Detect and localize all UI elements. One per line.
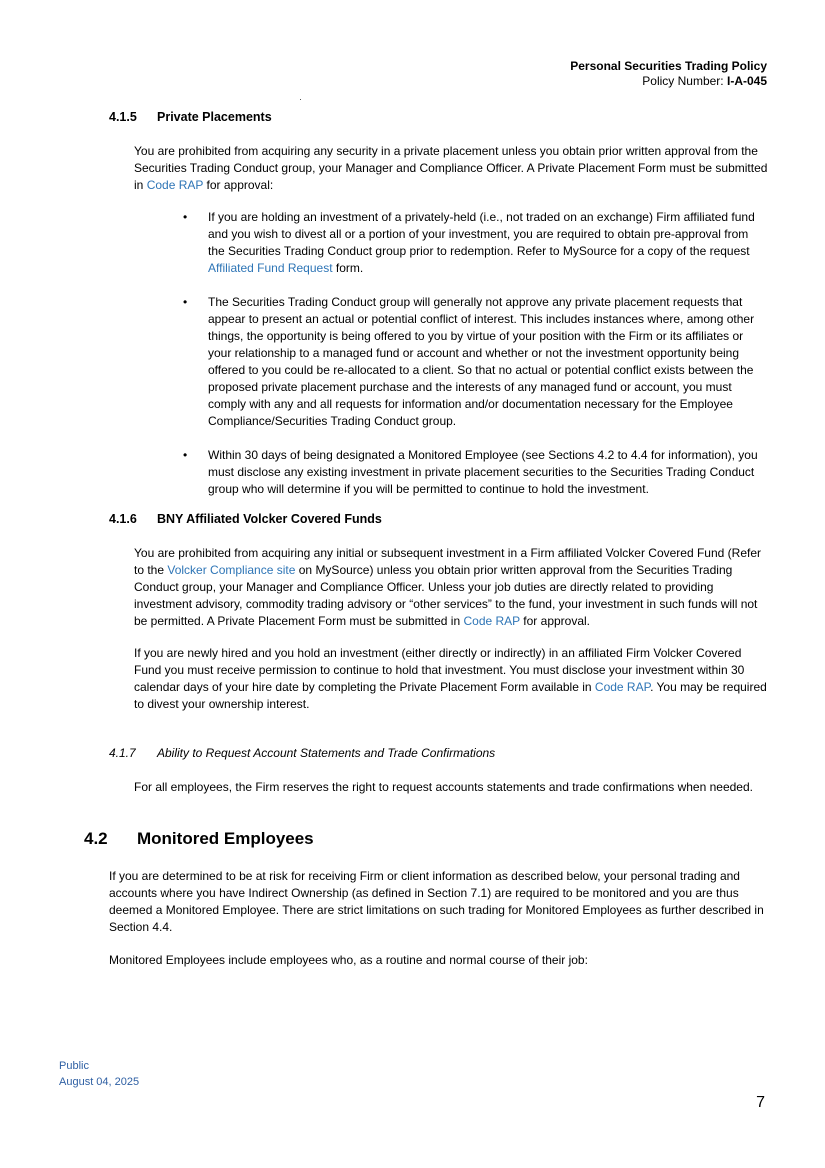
policy-number-label: Policy Number: [642,74,727,88]
classification-label: Public [59,1060,89,1072]
list-item [183,294,768,430]
affiliated-fund-request-link[interactable]: Affiliated Fund Request [208,261,333,275]
paragraph-text: . You may be required to divest your ownership interest. [134,680,767,711]
paragraph: If you are determined to be at risk for receiving Firm or client information as described below, your personal trading and accounts where you have Indirect Ownership (as defined in Section 7.1) are required to be monitored and you are thus deemed a Monitored Employee. There are strict limitations on such trading for Monitored Employees as further described in Section 4.4. [109,869,764,934]
paragraph [134,645,768,713]
section-number: 4.1.7 [109,746,136,760]
paragraph-text: on MySource) unless you obtain prior written approval from the Securities Trading Conduct group, your Manager and Compliance Officer. Unless your job duties are directly related to providing investment advisory, commodity trading advisory or “other services” to the fund, your investment in such funds will not be permitted. A Private Placement Form must be submitted in [134,563,758,628]
section-heading-4-1-7 [109,745,495,762]
section-heading-4-2 [84,828,314,850]
list-item [183,447,768,498]
code-rap-link[interactable]: Code RAP [594,680,651,694]
bullet-mark: • [183,295,188,309]
section-number: 4.1.6 [109,512,137,526]
list-item-text: form. [332,261,364,275]
page-footer [59,1058,139,1090]
policy-number-line [570,74,767,89]
paragraph-text: for approval: [203,178,274,192]
bullet-list [183,209,768,515]
list-item [183,209,768,277]
paragraph-text: If you are newly hired and you hold an investment (either directly or indirectly) in an affiliated Firm Volcker Covered Fund you must receive permission to continue to hold that investment. You must disclose your investment within 30 calendar days of your hire date by completing the Private Placement Form available in [134,646,745,694]
page-number: 7 [756,1094,765,1111]
section-title: Private Placements [157,110,272,124]
footer-date: August 04, 2025 [59,1076,140,1088]
paragraph [134,545,768,630]
page-header [570,59,767,89]
list-item-text: The Securities Trading Conduct group will generally not approve any private placement requests that appear to present an actual or potential conflict of interest. This includes instances where, among other things, the opportunity is being offered to you by virtue of your position with the Firm or its affiliates or your relationship to a managed fund or account and whether or not the investment opportunity being offered to you could be re-allocated to a client. So that no actual or potential conflict exists between the proposed private placement purchase and the interests of any managed fund or account, you must comply with any and all requests for information and/or documentation necessary for the Employee Compliance/Securities Trading Conduct group. [208,295,755,428]
paragraph-text: for approval. [519,614,591,628]
section-number: 4.1.5 [109,110,137,124]
stray-dot [300,99,301,100]
list-item-text: If you are holding an investment of a privately-held (i.e., not traded on an exchange) Firm affiliated fund and you wish to divest all or a portion of your investment, you are required to obtain pre-approval from the Securities Trading Conduct group prior to redemption. Refer to MySource for a copy of the request [208,210,755,258]
bullet-mark: • [183,210,188,224]
policy-number: I-A-045 [726,74,767,88]
section-title: Ability to Request Account Statements and Trade Confirmations [157,746,496,760]
code-rap-link[interactable]: Code RAP [463,614,520,628]
section-heading-4-1-5 [109,109,272,126]
paragraph: For all employees, the Firm reserves the right to request accounts statements and trade confirmations when needed. [134,780,753,794]
paragraph: Monitored Employees include employees who, as a routine and normal course of their job: [109,953,588,967]
bullet-mark: • [183,448,188,462]
section-number: 4.2 [84,829,108,848]
section-title: Monitored Employees [137,829,314,848]
section-title: BNY Affiliated Volcker Covered Funds [157,512,382,526]
paragraph-text: You are prohibited from acquiring any security in a private placement unless you obtain prior written approval from the Securities Trading Conduct group, your Manager and Compliance Officer. A Private Placement Form must be submitted in [134,144,768,192]
paragraph-text: You are prohibited from acquiring any initial or subsequent investment in a Firm affiliated Volcker Covered Fund (Refer to the [134,546,761,577]
paragraph [134,143,768,194]
list-item-text: Within 30 days of being designated a Monitored Employee (see Sections 4.2 to 4.4 for information), you must disclose any existing investment in private placement securities to the Securities Trading Conduct group who will determine if you will be permitted to continue to hold the investment. [208,448,758,496]
section-heading-4-1-6 [109,511,382,528]
volcker-compliance-site-link[interactable]: Volcker Compliance site [167,563,296,577]
code-rap-link[interactable]: Code RAP [146,178,204,192]
document-title: Personal Securities Trading Policy [570,59,767,73]
